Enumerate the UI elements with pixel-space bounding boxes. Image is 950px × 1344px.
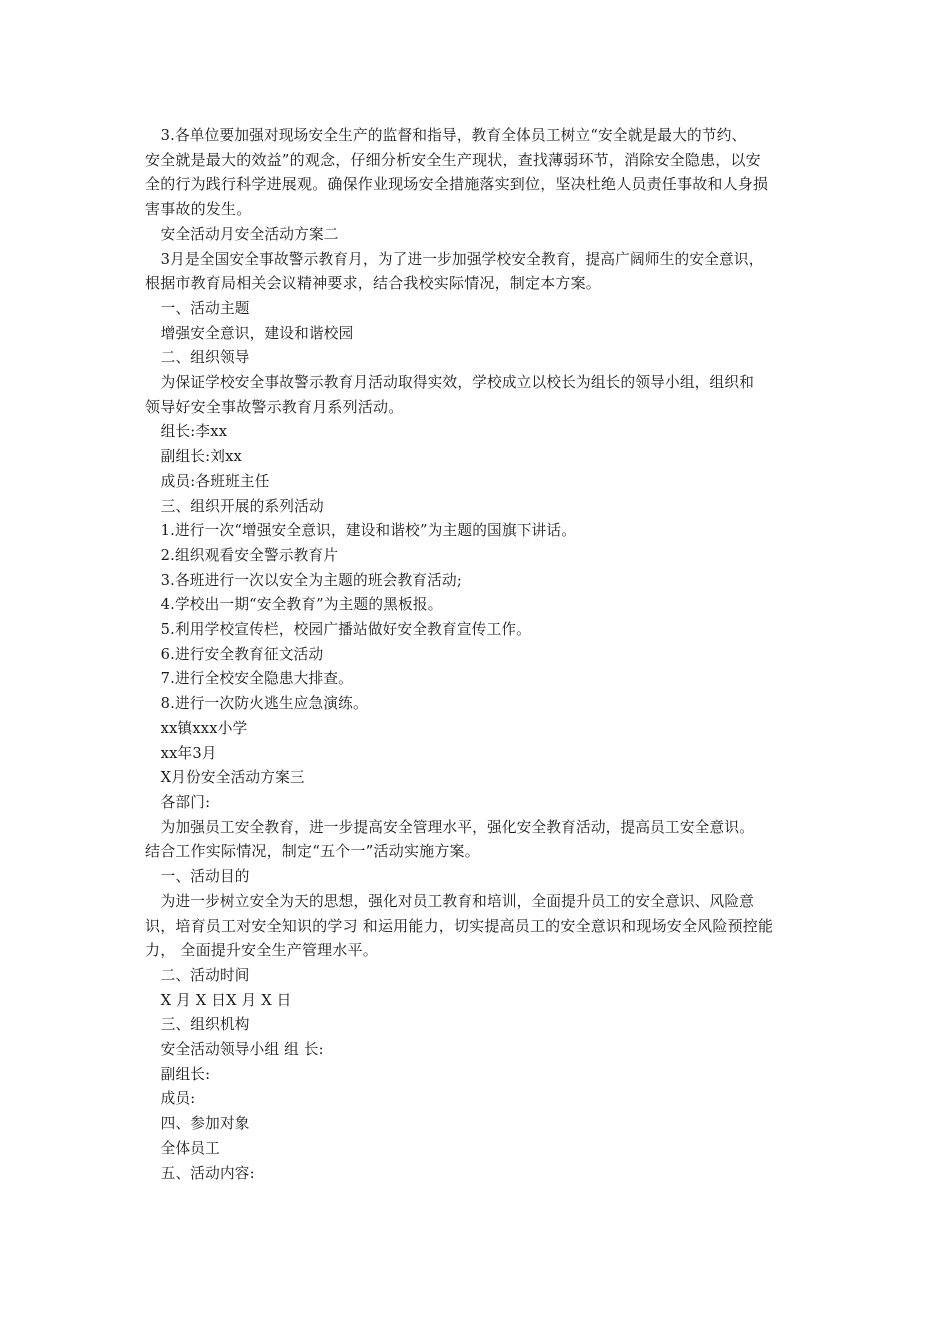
section-heading: 三、组织开展的系列活动 [160, 496, 324, 515]
section-heading: 五、活动内容: [160, 1163, 255, 1182]
paragraph-line: 识，培育员工对安全知识的学习 和运用能力，切实提高员工的安全意识和现场安全风险预控能 [145, 916, 774, 935]
section-title: X月份安全活动方案三 [160, 768, 305, 787]
section-title: 安全活动月安全活动方案二 [160, 224, 339, 243]
list-item: 4.学校出一期“安全教育”为主题的黑板报。 [160, 595, 443, 614]
list-item: 3.各班进行一次以安全为主题的班会教育活动; [160, 570, 462, 589]
paragraph-line: 各部门: [160, 792, 211, 811]
paragraph-line: 组长:李xx [160, 422, 228, 441]
paragraph-line: 结合工作实际情况，制定“五个一”活动实施方案。 [145, 842, 480, 861]
section-heading: 三、组织机构 [160, 1015, 250, 1034]
list-item: 8.进行一次防火逃生应急演练。 [160, 694, 368, 713]
paragraph-line: 3月是全国安全事故警示教育月，为了进一步加强学校安全教育，提高广阔师生的安全意识， [160, 249, 764, 268]
paragraph-line: 全的行为践行科学进展观。确保作业现场安全措施落实到位，坚决杜绝人员责任事故和人身损 [145, 175, 769, 194]
section-heading: 一、活动目的 [160, 867, 250, 886]
paragraph-line: 为保证学校安全事故警示教育月活动取得实效，学校成立以校长为组长的领导小组，组织和 [160, 373, 755, 392]
paragraph-line: 领导好安全事故警示教育月系列活动。 [145, 397, 404, 416]
paragraph-line: X 月 X 日X 月 X 日 [160, 990, 292, 1009]
paragraph-line: 成员: [160, 1089, 196, 1108]
paragraph-line: 为加强员工安全教育，进一步提高安全管理水平，强化安全教育活动，提高员工安全意识。 [160, 817, 755, 836]
document-body [145, 123, 805, 1185]
signature-line: xx镇xxx小学 [160, 718, 248, 737]
section-heading: 二、组织领导 [160, 348, 250, 367]
paragraph-line: 根据市教育局相关会议精神要求，结合我校实际情况，制定本方案。 [145, 274, 602, 293]
paragraph-line: 成员:各班班主任 [160, 471, 270, 490]
paragraph-line: 为进一步树立安全为天的思想，强化对员工教育和培训，全面提升员工的安全意识、风险意 [160, 891, 755, 910]
list-item: 5.利用学校宣传栏，校园广播站做好安全教育宣传工作。 [160, 620, 532, 639]
paragraph-line: 增强安全意识，建设和谐校园 [160, 323, 354, 342]
section-heading: 一、活动主题 [160, 298, 250, 317]
paragraph-line: 害事故的发生。 [145, 200, 252, 219]
section-heading: 二、活动时间 [160, 965, 250, 984]
list-item: 1.进行一次“增强安全意识，建设和谐校”为主题的国旗下讲话。 [160, 521, 577, 540]
paragraph-line: 安全活动领导小组 组 长: [160, 1040, 324, 1059]
list-item: 7.进行全校安全隐患大排查。 [160, 669, 354, 688]
list-item: 2.组织观看安全警示教育片 [160, 545, 339, 564]
date-line: xx年3月 [160, 743, 217, 762]
paragraph-line: 副组长:刘xx [160, 447, 242, 466]
list-item: 6.进行安全教育征文活动 [160, 644, 324, 663]
paragraph-line: 安全就是最大的效益”的观念，仔细分析安全生产现状，查找薄弱环节，消除安全隐患，以安 [145, 150, 761, 169]
section-heading: 四、参加对象 [160, 1114, 250, 1133]
paragraph-line: 全体员工 [160, 1138, 220, 1157]
paragraph-line: 3.各单位要加强对现场安全生产的监督和指导，教育全体员工树立“安全就是最大的节约、 [160, 126, 747, 144]
paragraph-line: 力， 全面提升安全生产管理水平。 [145, 941, 378, 960]
paragraph-line: 副组长: [160, 1064, 211, 1083]
